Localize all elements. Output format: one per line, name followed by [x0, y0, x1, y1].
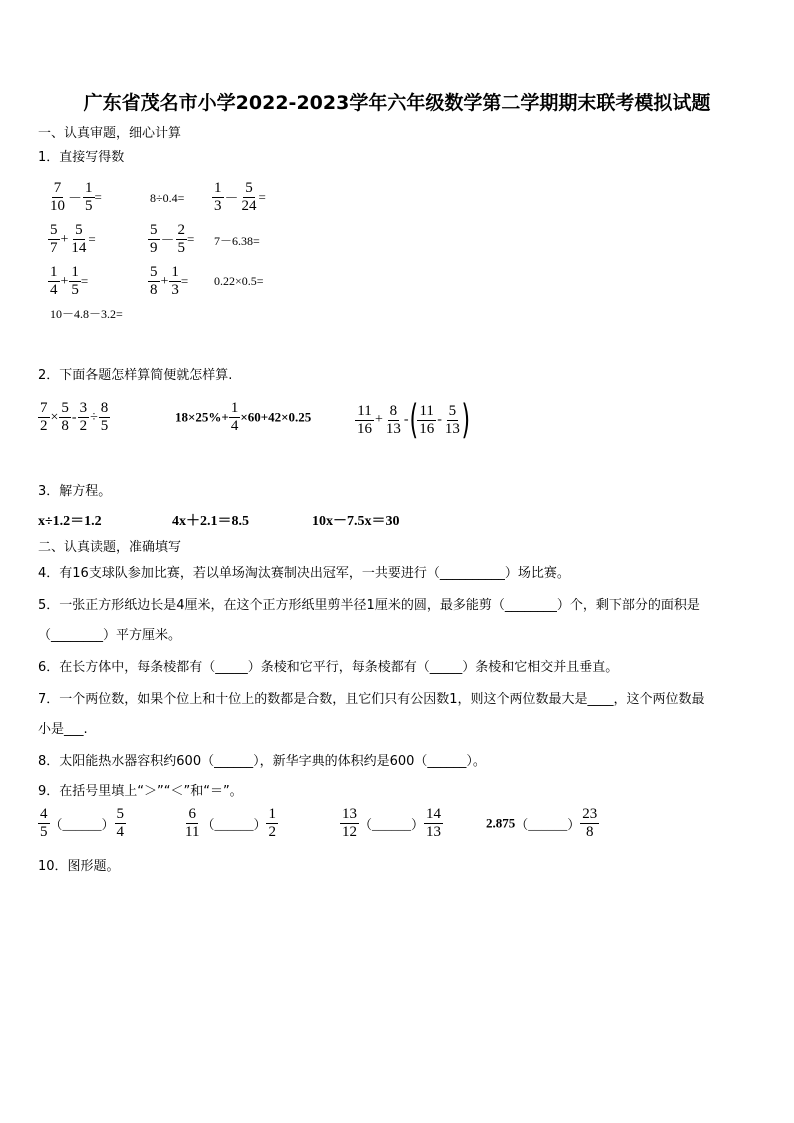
operator: + [160, 273, 169, 289]
right-paren: ) [461, 397, 470, 443]
denominator: 13 [444, 420, 460, 437]
question-4: 4．有16支球队参加比赛，若以单场淘汰赛制决出冠军，一共要进行（__________）场比赛。 [38, 566, 570, 581]
math-text: = [258, 189, 266, 205]
denominator: 5 [177, 240, 185, 256]
denominator: 5 [85, 198, 93, 214]
math-text: （______） [201, 817, 267, 832]
fraction [340, 806, 359, 841]
fraction [99, 400, 111, 435]
numerator: 23 [582, 806, 598, 822]
denominator: 8 [61, 418, 69, 434]
denominator: 3 [171, 282, 179, 298]
q1-item-10: 10－4.8－3.2= [50, 307, 123, 321]
denominator: 8 [150, 282, 158, 298]
denominator: 9 [150, 240, 158, 256]
section-1-heading: 一、认真审题，细心计算 [38, 126, 182, 141]
question-5-line-1: 5．一张正方形纸边长是4厘米，在这个正方形纸里剪半径1厘米的圆，最多能剪（________）个，剩下部分的面积是 [38, 598, 700, 613]
operator: + [60, 231, 69, 247]
fraction [417, 403, 436, 438]
fraction [48, 222, 60, 257]
operator: - [403, 412, 409, 427]
numerator: 8 [100, 400, 109, 416]
question-6: 6．在长方体中，每条棱都有（_____）条棱和它平行，每条棱都有（_____）条棱和它相交并且垂直。 [38, 660, 619, 675]
fraction [183, 806, 201, 841]
math-text: = [94, 189, 102, 205]
denominator: 11 [185, 824, 200, 840]
operator: - [71, 409, 77, 425]
numerator: 5 [116, 806, 125, 822]
denominator: 8 [586, 824, 594, 840]
fraction [38, 400, 50, 435]
numerator: 1 [268, 806, 276, 822]
fraction [229, 400, 241, 435]
operator: + [375, 412, 383, 427]
numerator: 1 [85, 180, 93, 196]
operator: + [60, 273, 69, 289]
question-10: 10．图形题。 [38, 859, 120, 874]
q1-item-7 [48, 264, 88, 299]
numerator: 11 [419, 402, 434, 419]
fraction [38, 806, 50, 841]
denominator: 2 [79, 418, 88, 434]
numerator: 5 [75, 222, 83, 238]
denominator: 3 [214, 198, 222, 214]
denominator: 5 [71, 282, 79, 298]
fraction [48, 180, 67, 215]
fraction [59, 400, 71, 435]
fraction [48, 264, 60, 299]
q3-equation-2: 4x＋2.1＝8.5 [172, 514, 249, 529]
q9-comparison-4 [486, 806, 599, 841]
denominator: 16 [419, 420, 435, 437]
numerator: 7 [53, 180, 62, 196]
q2-expression-2 [175, 400, 311, 435]
math-text: = [187, 231, 195, 247]
fraction [212, 180, 224, 215]
math-text: （______） [359, 817, 425, 832]
denominator: 12 [342, 824, 357, 840]
denominator: 13 [385, 420, 401, 437]
math-text: ×60+42×0.25 [240, 409, 312, 425]
math-text: = [180, 273, 189, 289]
numerator: 7 [40, 400, 48, 416]
numerator: 5 [150, 222, 158, 238]
question-3-label: 3．解方程。 [38, 484, 112, 499]
numerator: 1 [230, 400, 239, 416]
q1-item-1 [48, 180, 102, 215]
q1-item-8 [148, 264, 188, 299]
fraction [384, 403, 403, 438]
fraction [355, 403, 374, 438]
denominator: 2 [268, 824, 276, 840]
q2-expression-3 [355, 397, 470, 443]
q9-comparison-2 [183, 806, 278, 841]
fraction [580, 806, 599, 841]
question-1-label: 1．直接写得数 [38, 150, 125, 165]
math-text: 18×25%+ [175, 409, 229, 425]
denominator: 2 [40, 418, 48, 434]
denominator: 5 [100, 418, 109, 434]
question-5-line-2: （________）平方厘米。 [38, 628, 182, 643]
math-text: 2.875 [486, 815, 516, 831]
left-paren: ( [409, 397, 418, 443]
question-8: 8．太阳能热水器容积约600（______），新华字典的体积约是600（______）。 [38, 754, 486, 769]
question-7-line-2: 小是___. [38, 722, 88, 737]
numerator: 4 [40, 806, 48, 822]
denominator: 14 [71, 240, 87, 256]
numerator: 6 [188, 806, 196, 822]
fraction [115, 806, 127, 841]
fraction [443, 403, 462, 438]
q9-comparison-3 [340, 806, 443, 841]
question-7-line-1: 7．一个两位数，如果个位上和十位上的数都是合数，且它们只有公因数1，则这个两位数最大是____，这个两位数最 [38, 692, 705, 707]
fraction [78, 400, 90, 435]
numerator: 5 [150, 264, 158, 280]
denominator: 10 [50, 198, 65, 214]
numerator: 5 [50, 222, 58, 238]
fraction [176, 222, 188, 257]
fraction [148, 264, 160, 299]
numerator: 14 [426, 806, 442, 822]
q1-item-6: 7－6.38= [214, 234, 260, 248]
operator: － [224, 191, 239, 207]
fraction [148, 222, 160, 257]
fraction [69, 222, 88, 257]
numerator: 13 [342, 806, 357, 822]
operator: × [50, 409, 59, 425]
numerator: 3 [79, 400, 88, 416]
numerator: 2 [177, 222, 185, 238]
math-text: = [88, 231, 96, 247]
fraction [69, 264, 81, 299]
fraction [266, 806, 278, 841]
numerator: 1 [214, 180, 222, 196]
denominator: 4 [116, 824, 125, 840]
question-2-label: 2．下面各题怎样算简便就怎样算. [38, 368, 233, 383]
math-text: （______） [515, 817, 581, 832]
numerator: 8 [389, 402, 398, 419]
operator: - [437, 412, 442, 427]
numerator: 5 [448, 402, 457, 419]
fraction [83, 180, 95, 215]
q1-item-9: 0.22×0.5= [214, 274, 264, 288]
numerator: 5 [61, 400, 69, 416]
page-title: 广东省茂名市小学2022-2023学年六年级数学第二学期期末联考模拟试题 [83, 92, 711, 114]
numerator: 5 [245, 180, 253, 196]
q1-item-3 [212, 180, 266, 215]
numerator: 1 [71, 264, 79, 280]
denominator: 5 [40, 824, 48, 840]
q3-equation-3: 10x－7.5x＝30 [312, 514, 400, 529]
fraction [169, 264, 181, 299]
denominator: 13 [426, 824, 442, 840]
q9-comparison-1 [38, 806, 126, 841]
denominator: 4 [230, 418, 239, 434]
q1-item-4 [48, 222, 96, 257]
math-text: （______） [49, 817, 115, 832]
numerator: 1 [50, 264, 58, 280]
math-text: = [80, 273, 89, 289]
denominator: 16 [357, 420, 372, 437]
operator: － [68, 191, 82, 207]
operator: － [160, 233, 175, 249]
denominator: 24 [241, 198, 257, 214]
fraction [424, 806, 443, 841]
denominator: 4 [50, 282, 58, 298]
denominator: 7 [50, 240, 58, 256]
section-2-heading: 二、认真读题，准确填写 [38, 540, 182, 555]
q3-equation-1: x÷1.2＝1.2 [38, 514, 102, 529]
q2-expression-1 [38, 400, 110, 435]
operator: ÷ [90, 409, 98, 425]
q1-item-5 [148, 222, 194, 257]
fraction [240, 180, 259, 215]
q1-item-2: 8÷0.4= [150, 191, 185, 205]
numerator: 11 [357, 402, 372, 419]
numerator: 1 [171, 264, 179, 280]
question-9-label: 9．在括号里填上“＞”“＜”和“＝”。 [38, 784, 243, 799]
